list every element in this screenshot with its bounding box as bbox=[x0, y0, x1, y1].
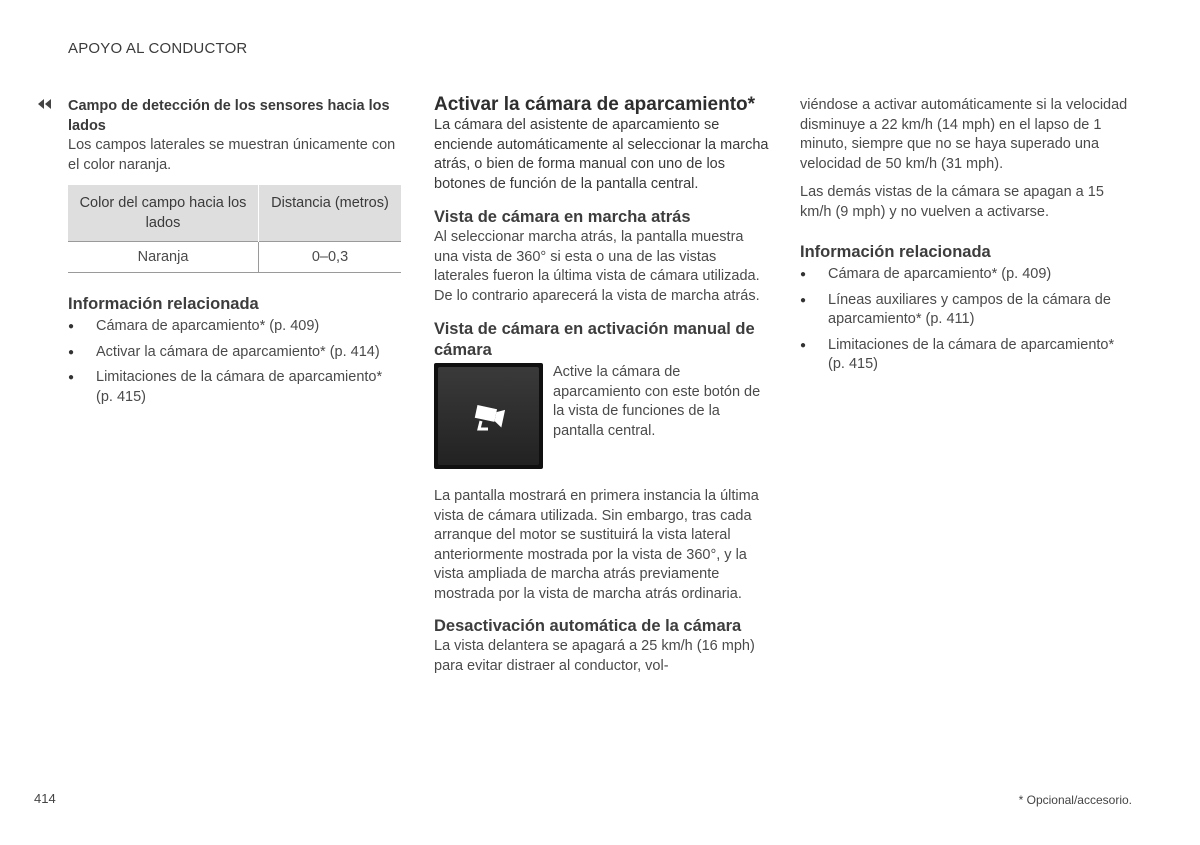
table-header-cell: Distancia (metros) bbox=[259, 185, 402, 242]
related-link[interactable]: ● Activar la cámara de aparcamiento* (p. 414) bbox=[68, 343, 401, 363]
double-chevron-left-icon bbox=[36, 97, 54, 109]
table-cell: Naranja bbox=[68, 242, 259, 273]
related-info-heading: Información relacionada bbox=[68, 295, 259, 313]
sensor-field-heading: Campo de detección de los sensores hacia los lados bbox=[68, 98, 390, 134]
other-views-text: Las demás vistas de la cámara se apagan a 15 km/h (9 mph) y no vuelven a activarse. bbox=[800, 184, 1104, 220]
column-right bbox=[800, 96, 1135, 381]
footnote: * Opcional/accesorio. bbox=[1018, 793, 1132, 807]
camera-button-caption: Active la cámara de aparcamiento con este botón de la vista de funciones de la pantalla central. bbox=[553, 364, 761, 439]
sensor-field-intro: Los campos laterales se muestran únicamente con el color naranja. bbox=[68, 137, 396, 173]
camera-button-row bbox=[434, 363, 769, 469]
manual-view-text: La pantalla mostrará en primera instancia la última vista de cámara utilizada. Sin embargo, tras cada arranque del motor se sustituirá la vista lateral anteriormente mostrada por la vista de 360°, y la vista ampliada de marcha atrás previamente mostrada por la vista de marcha atrás ordinaria. bbox=[434, 488, 759, 602]
page-number: 414 bbox=[34, 791, 56, 806]
auto-off-heading: Desactivación automática de la cámara bbox=[434, 617, 742, 635]
page-title: Activar la cámara de aparcamiento* bbox=[434, 94, 756, 115]
related-link[interactable]: ● Limitaciones de la cámara de aparcamiento* (p. 415) bbox=[800, 336, 1135, 375]
table-header-cell: Color del campo hacia los lados bbox=[68, 185, 259, 242]
intro-text: La cámara del asistente de aparcamiento se enciende automáticamente al seleccionar la marcha atrás, o bien de forma manual con uno de los botones de función de la pantalla central. bbox=[434, 117, 769, 192]
manual-view-heading: Vista de cámara en activación manual de cámara bbox=[434, 320, 755, 359]
side-field-table bbox=[68, 185, 401, 273]
table-cell: 0–0,3 bbox=[259, 242, 402, 273]
related-info-list bbox=[68, 317, 401, 407]
section-header: APOYO AL CONDUCTOR bbox=[68, 40, 248, 57]
auto-off-continued: viéndose a activar automáticamente si la velocidad disminuye a 22 km/h (14 mph) en el lapso de 1 minuto, siempre que no se haya superado una velocidad de 50 km/h (31 mph). bbox=[800, 97, 1128, 172]
camera-function-button bbox=[434, 363, 543, 469]
related-link[interactable]: ● Limitaciones de la cámara de aparcamiento* (p. 415) bbox=[68, 368, 401, 407]
table-row bbox=[68, 242, 401, 273]
reverse-view-heading: Vista de cámara en marcha atrás bbox=[434, 208, 691, 226]
related-info-heading: Información relacionada bbox=[800, 243, 991, 261]
related-link[interactable]: ● Cámara de aparcamiento* (p. 409) bbox=[68, 317, 401, 337]
auto-off-text: La vista delantera se apagará a 25 km/h (16 mph) para evitar distraer al conductor, vol- bbox=[434, 638, 755, 674]
reverse-view-text: Al seleccionar marcha atrás, la pantalla muestra una vista de 360° si esta o una de las vistas laterales fueron la última vista de cámara utilizada. De lo contrario aparecerá la vista de marcha atrás. bbox=[434, 229, 760, 304]
related-info-list bbox=[800, 265, 1135, 375]
related-link[interactable]: ● Líneas auxiliares y campos de la cámara de aparcamiento* (p. 411) bbox=[800, 291, 1135, 330]
camera-icon bbox=[438, 367, 539, 465]
column-left bbox=[68, 96, 401, 413]
table-header-row bbox=[68, 185, 401, 242]
column-middle bbox=[434, 94, 769, 676]
related-link[interactable]: ● Cámara de aparcamiento* (p. 409) bbox=[800, 265, 1135, 285]
